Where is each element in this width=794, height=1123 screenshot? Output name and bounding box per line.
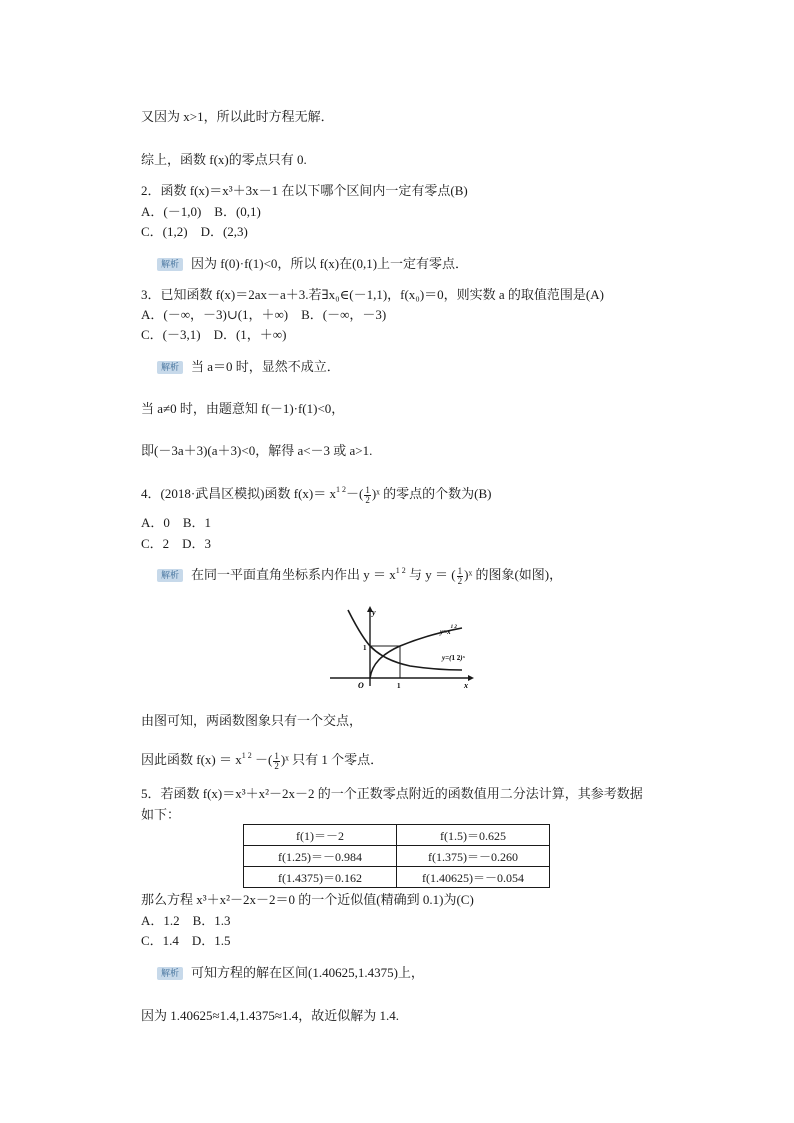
table-cell: f(1.25)＝－0.984: [244, 846, 397, 867]
origin-label: O: [358, 681, 364, 688]
q5-stem: 5．若函数 f(x)＝x³＋x²－2x－2 的一个正数零点附近的函数值用二分法计算，其参考数据: [141, 786, 643, 801]
fraction: $\frac{1}{2}$: [457, 565, 463, 586]
tick-label-y: 1: [363, 644, 367, 652]
q4-solution-3: 因此函数 $f(x) = x^{1 2}$ －( $\frac{1}{2}$ )ˣ 只有 1 个零点．: [141, 750, 384, 771]
q2-stem: 2．函数 f(x)＝x³＋3x－1 在以下哪个区间内一定有零点(B): [141, 183, 468, 198]
table-row: [244, 846, 550, 867]
q4-solution-2: 由图可知，两函数图象只有一个交点，: [141, 713, 363, 728]
axis-label-x: x: [464, 681, 468, 688]
analysis-tag: 解析: [157, 361, 183, 374]
label-power-curve: $y=x^{1 2}$: [440, 625, 457, 636]
q3-solution-1: 解析 当 a＝0 时，显然不成立．: [157, 358, 340, 376]
table-row: [244, 825, 550, 846]
fraction: $\frac{1}{2}$: [365, 484, 370, 505]
table-cell: f(1.40625)＝－0.054: [397, 867, 550, 888]
function-graph: [330, 604, 490, 688]
line-2: 综上，函数 f(x)的零点只有 0.: [141, 152, 307, 167]
table-cell: f(1.5)＝0.625: [397, 825, 550, 846]
analysis-tag: 解析: [157, 967, 183, 980]
label-exponential-curve: y=(1 2)ˣ: [442, 654, 465, 662]
q5-solution-1: 解析 可知方程的解在区间(1.40625,1.4375)上，: [157, 964, 424, 982]
q5-question: 那么方程 x³＋x²－2x－2＝0 的一个近似值(精确到 0.1)为(C): [141, 892, 474, 907]
table-cell: f(1)＝－2: [244, 825, 397, 846]
fraction: $\frac{1}{2}$: [274, 750, 279, 771]
line-1: 又因为 x>1，所以此时方程无解．: [141, 109, 334, 124]
tick-label-x: 1: [397, 682, 401, 688]
q2-options-cd: C．(1,2) D．(2,3): [141, 224, 248, 239]
q3-options-cd: C．(－3,1) D．(1，＋∞): [141, 327, 287, 342]
q5-options-ab: A．1.2 B．1.3: [141, 913, 231, 928]
axis-label-y: y: [372, 608, 376, 617]
q4-options-ab: A．0 B．1: [141, 515, 212, 530]
q3-stem: 3．已知函数 f(x)＝2ax－a＋3.若∃x₀∈(－1,1)，f(x₀)＝0，则实数 a 的取值范围是(A): [141, 287, 604, 302]
q3-solution-2: 当 a≠0 时，由题意知 f(－1)·f(1)<0，: [141, 401, 345, 416]
q3-options-ab: A．(－∞，－3)∪(1，＋∞) B．(－∞，－3): [141, 307, 387, 322]
table-cell: f(1.375)＝－0.260: [397, 846, 550, 867]
q4-solution-1: 解析 在同一平面直角坐标系内作出 $y = x^{1 2}$ 与 y ＝ ( $\frac{1}{2}$ )ˣ 的图象(如图)，: [157, 563, 562, 589]
q4-stem: 4．(2018·武昌区模拟)函数 $f(x)= x^{1 2}-$( $\frac{1}{2}$ )ˣ 的零点的个数为(B): [141, 484, 492, 505]
q4-options-cd: C．2 D．3: [141, 536, 212, 551]
q5-stem-2: 如下：: [141, 807, 181, 822]
q5-solution-2: 因为 1.40625≈1.4,1.4375≈1.4，故近似解为 1.4.: [141, 1008, 400, 1023]
x-axis-arrow-icon: [468, 675, 474, 681]
reference-data-table: [243, 824, 550, 888]
analysis-tag: 解析: [157, 569, 183, 582]
q2-solution: 解析 因为 f(0)·f(1)<0，所以 f(x)在(0,1)上一定有零点．: [157, 255, 468, 273]
q3-solution-3: 即(－3a＋3)(a＋3)<0，解得 a<－3 或 a>1.: [141, 443, 373, 458]
analysis-tag: 解析: [157, 258, 183, 271]
q2-options-ab: A．(－1,0) B．(0,1): [141, 204, 261, 219]
table-cell: f(1.4375)＝0.162: [244, 867, 397, 888]
table-row: [244, 867, 550, 888]
q5-options-cd: C．1.4 D．1.5: [141, 933, 231, 948]
